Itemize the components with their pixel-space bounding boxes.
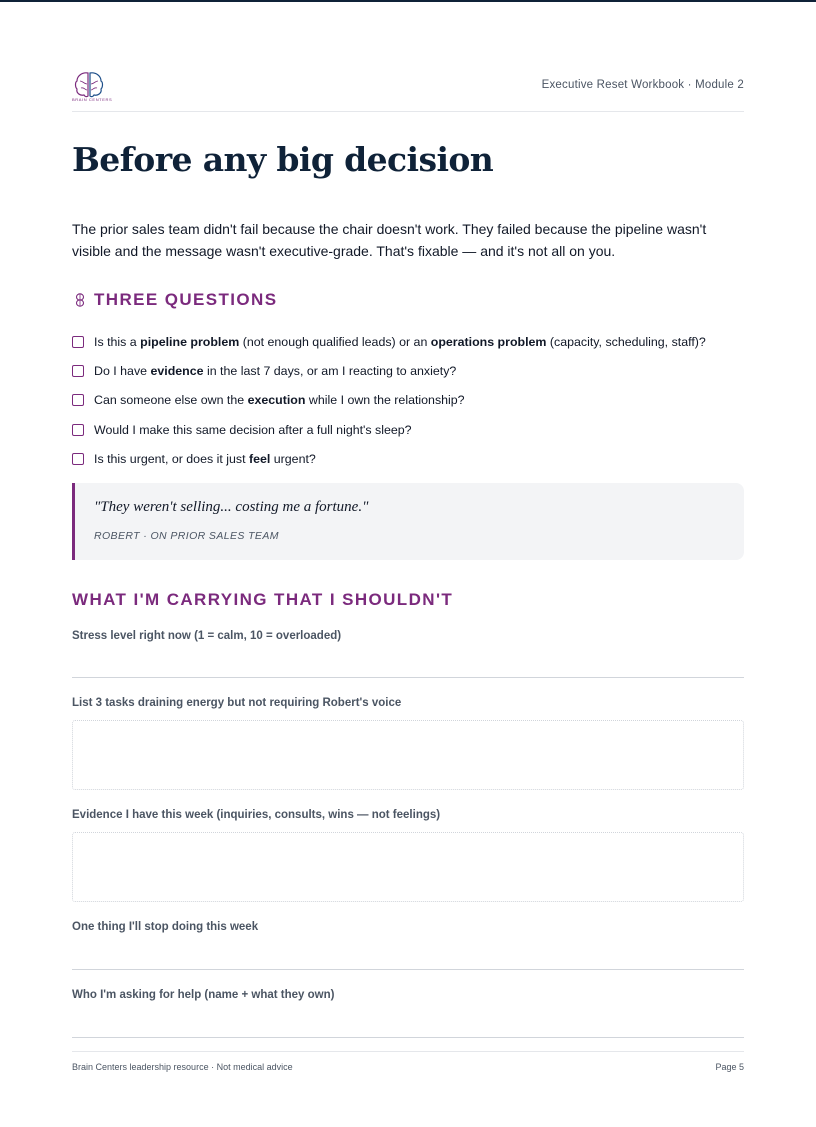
question-checkbox[interactable]	[72, 336, 84, 348]
page-footer	[72, 1051, 744, 1072]
list-item[interactable]	[72, 415, 744, 444]
question-text: Is this urgent, or does it just feel urgent?	[94, 452, 316, 467]
list-item[interactable]	[72, 445, 744, 474]
evidence-textarea[interactable]	[72, 832, 744, 902]
quote-attribution: ROBERT · ON PRIOR SALES TEAM	[94, 530, 279, 542]
draining-tasks-label: List 3 tasks draining energy but not requiring Robert's voice	[72, 697, 402, 709]
stress-level-label: Stress level right now (1 = calm, 10 = overloaded)	[72, 630, 342, 642]
evidence-label: Evidence I have this week (inquiries, consults, wins — not feelings)	[72, 809, 441, 821]
top-border	[0, 0, 816, 2]
carrying-title: WHAT I'M CARRYING THAT I SHOULDN'T	[72, 590, 454, 609]
stress-level-input[interactable]	[72, 653, 744, 678]
list-item[interactable]	[72, 356, 744, 385]
question-checkbox[interactable]	[72, 424, 84, 436]
quote-text: "They weren't selling... costing me a fortune."	[94, 499, 369, 515]
list-item[interactable]	[72, 386, 744, 415]
list-item[interactable]	[72, 327, 744, 356]
question-checkbox[interactable]	[72, 453, 84, 465]
question-checkbox[interactable]	[72, 394, 84, 406]
brain-centers-logo	[72, 70, 113, 102]
brain-icon	[74, 292, 86, 308]
question-checkbox[interactable]	[72, 365, 84, 377]
quote-block	[72, 483, 744, 560]
question-text: Do I have evidence in the last 7 days, or am I reacting to anxiety?	[94, 364, 457, 379]
page-number: Page 5	[715, 1062, 744, 1072]
asking-help-input[interactable]	[72, 1013, 744, 1038]
stop-doing-label: One thing I'll stop doing this week	[72, 921, 259, 933]
module-label: Executive Reset Workbook · Module 2	[541, 79, 744, 91]
page-title: Before any big decision	[72, 140, 494, 179]
intro-paragraph: The prior sales team didn't fail because the chair doesn't work. They failed because the pipeline wasn't visible and the message wasn't executive-grade. That's fixable — and it's not all on you.	[72, 221, 707, 259]
question-text: Is this a pipeline problem (not enough qualified leads) or an operations problem (capacity, scheduling, staff)?	[94, 334, 706, 349]
stop-doing-input[interactable]	[72, 945, 744, 970]
logo-text: BRAIN CENTERS	[72, 97, 113, 102]
asking-help-label: Who I'm asking for help (name + what they own)	[72, 989, 335, 1001]
footer-disclaimer: Brain Centers leadership resource · Not medical advice	[72, 1062, 293, 1072]
three-questions-title: THREE QUESTIONS	[94, 290, 278, 309]
page-header	[72, 70, 744, 112]
questions-checklist	[72, 327, 744, 474]
question-text: Would I make this same decision after a full night's sleep?	[94, 422, 412, 437]
draining-tasks-textarea[interactable]	[72, 720, 744, 790]
question-text: Can someone else own the execution while I own the relationship?	[94, 393, 465, 408]
